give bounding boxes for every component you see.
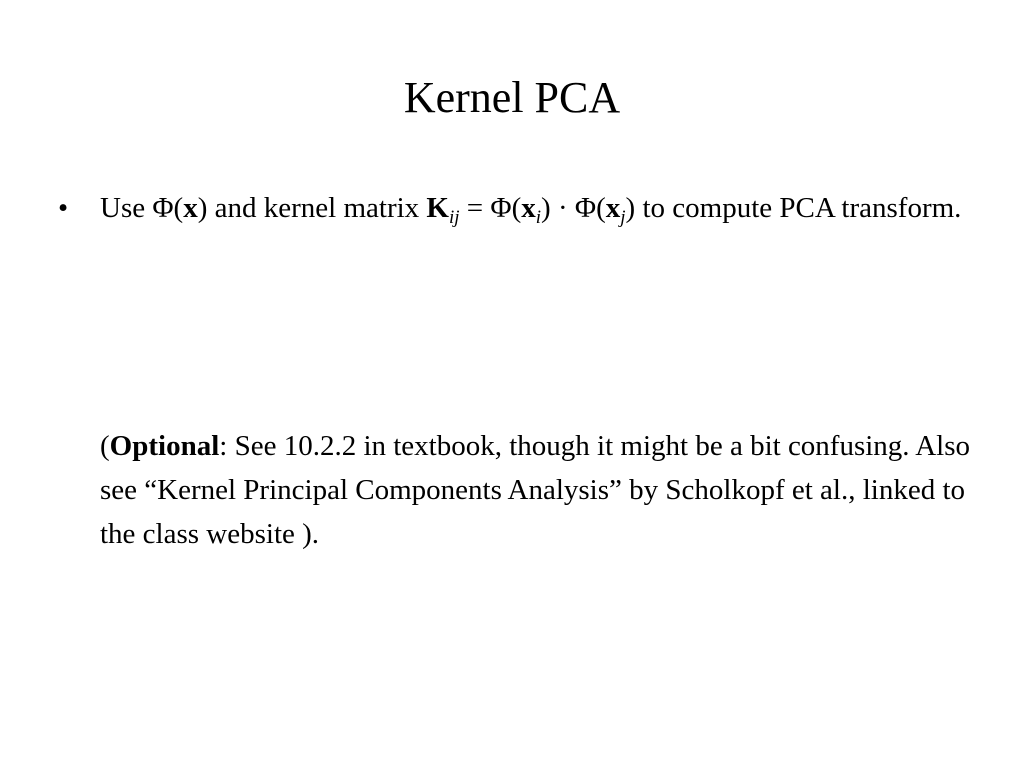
- xj-vector: x: [605, 192, 621, 224]
- close-paren-j: ): [625, 192, 636, 224]
- x-vector: x: [183, 192, 198, 224]
- xi-subscript: i: [535, 207, 542, 228]
- bullet-marker: •: [58, 192, 69, 224]
- use-word: Use: [100, 192, 153, 224]
- equals-sign: =: [459, 192, 491, 224]
- phi-symbol-j: Φ(: [574, 192, 606, 224]
- k-subscript: ij: [448, 207, 460, 228]
- kernel-matrix-text: and kernel matrix: [207, 192, 427, 224]
- bullet-text: [100, 188, 980, 228]
- phi-symbol: Φ(: [152, 192, 184, 224]
- close-paren-i: ): [541, 192, 551, 224]
- xi-vector: x: [521, 192, 536, 224]
- slide-title: Kernel PCA: [403, 73, 621, 122]
- dot-product-symbol: ·: [550, 192, 575, 224]
- note-open-paren: (: [100, 430, 110, 462]
- phi-symbol-i: Φ(: [490, 192, 522, 224]
- compute-text: to compute PCA transform.: [635, 192, 962, 224]
- optional-note: [100, 424, 980, 556]
- note-text: : See 10.2.2 in textbook, though it might be a bit confusing. Also see “Kernel Principal Components Analysis” by Scholkopf et al., linked to the class website ).: [100, 430, 970, 550]
- xj-subscript: j: [620, 207, 626, 228]
- optional-label: Optional: [109, 430, 220, 462]
- k-matrix-symbol: K: [426, 192, 449, 224]
- close-paren: ): [197, 192, 208, 224]
